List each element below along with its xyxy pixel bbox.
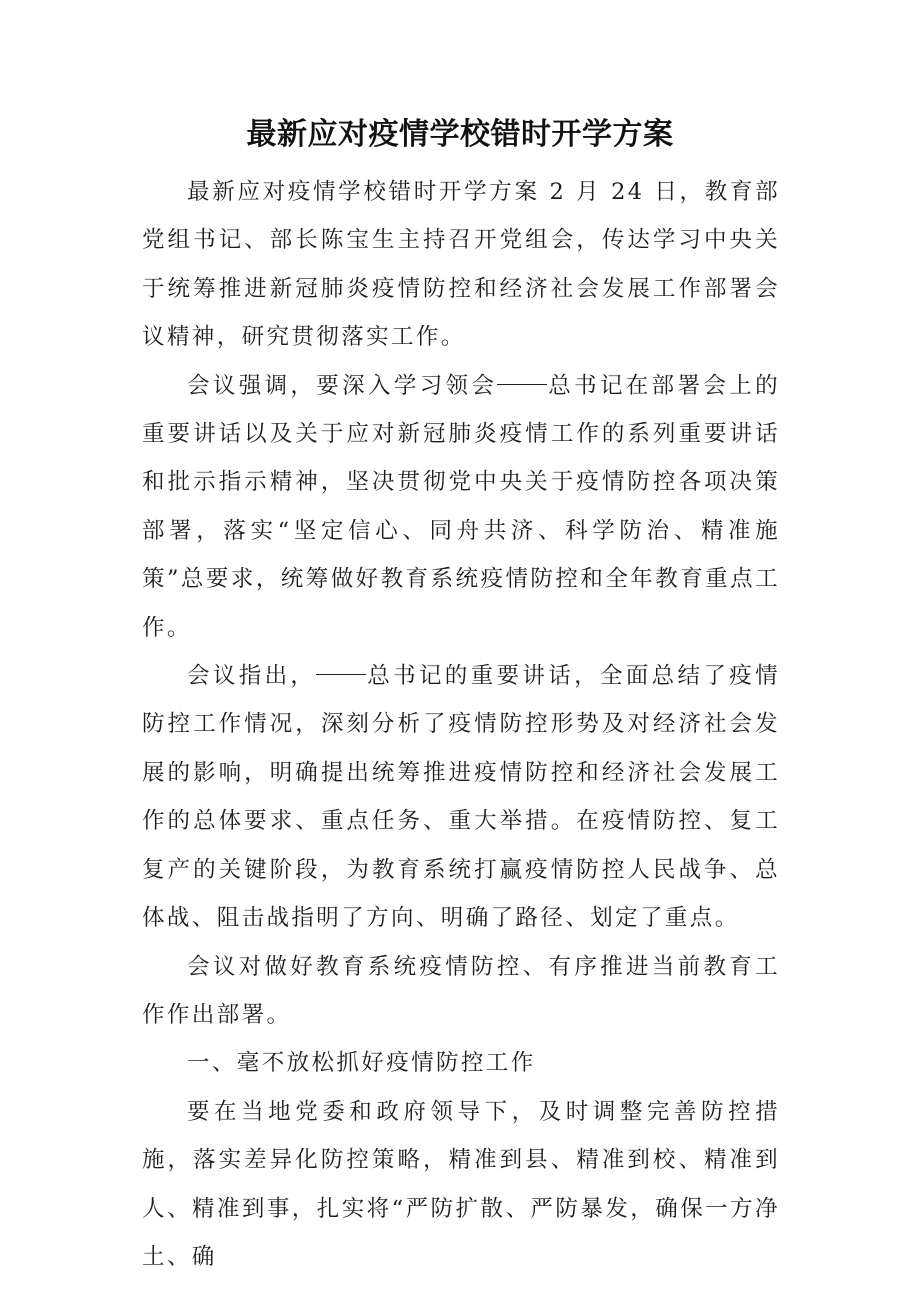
- section-heading-1: [142, 1039, 780, 1087]
- paragraph-text: 最新应对疫情学校错时开学方案 2 月 24 日，教育部党组书记、部长陈宝生主持召开党组会，传达学习中央关于统筹推进新冠肺炎疫情防控和经济社会发展工作部署会议精神，研究贯彻落实工作。: [142, 179, 780, 351]
- paragraph-meeting-points: [142, 652, 780, 942]
- section-heading-text: 一、毫不放松抓好疫情防控工作: [187, 1050, 536, 1077]
- paragraph-text: 会议指出，: [187, 663, 317, 690]
- redacted-name-blank: [316, 673, 366, 675]
- paragraph-text: 会议强调，要深入学习领会: [187, 372, 498, 399]
- redacted-name-blank: [497, 383, 547, 385]
- paragraph-intro: [142, 168, 780, 362]
- document-body: [142, 168, 780, 1281]
- document-title: 最新应对疫情学校错时开学方案: [246, 117, 674, 152]
- paragraph-deployment: [142, 943, 780, 1040]
- paragraph-text: 要在当地党委和政府领导下，及时调整完善防控措施，落实差异化防控策略，精准到县、精准到校、精准到人、精准到事，扎实将“严防扩散、严防暴发，确保一方净土、确: [142, 1098, 780, 1270]
- paragraph-text: 总书记在部署会上的重要讲话以及关于应对新冠肺炎疫情工作的系列重要讲话和批示指示精神，坚决贯彻党中央关于疫情防控各项决策部署，落实“坚定信心、同舟共济、科学防治、精准施策”总要求，统筹做好教育系统疫情防控和全年教育重点工作。: [142, 372, 780, 641]
- paragraph-text: 会议对做好教育系统疫情防控、有序推进当前教育工作作出部署。: [142, 953, 780, 1028]
- paragraph-prevention: [142, 1088, 780, 1282]
- paragraph-meeting-emphasis: [142, 362, 780, 652]
- paragraph-text: 总书记的重要讲话，全面总结了疫情防控工作情况，深刻分析了疫情防控形势及对经济社会发展的影响，明确提出统筹推进疫情防控和经济社会发展工作的总体要求、重点任务、重大举措。在疫情防控、复工复产的关键阶段，为教育系统打赢疫情防控人民战争、总体战、阻击战指明了方向、明确了路径、划定了重点。: [142, 663, 780, 932]
